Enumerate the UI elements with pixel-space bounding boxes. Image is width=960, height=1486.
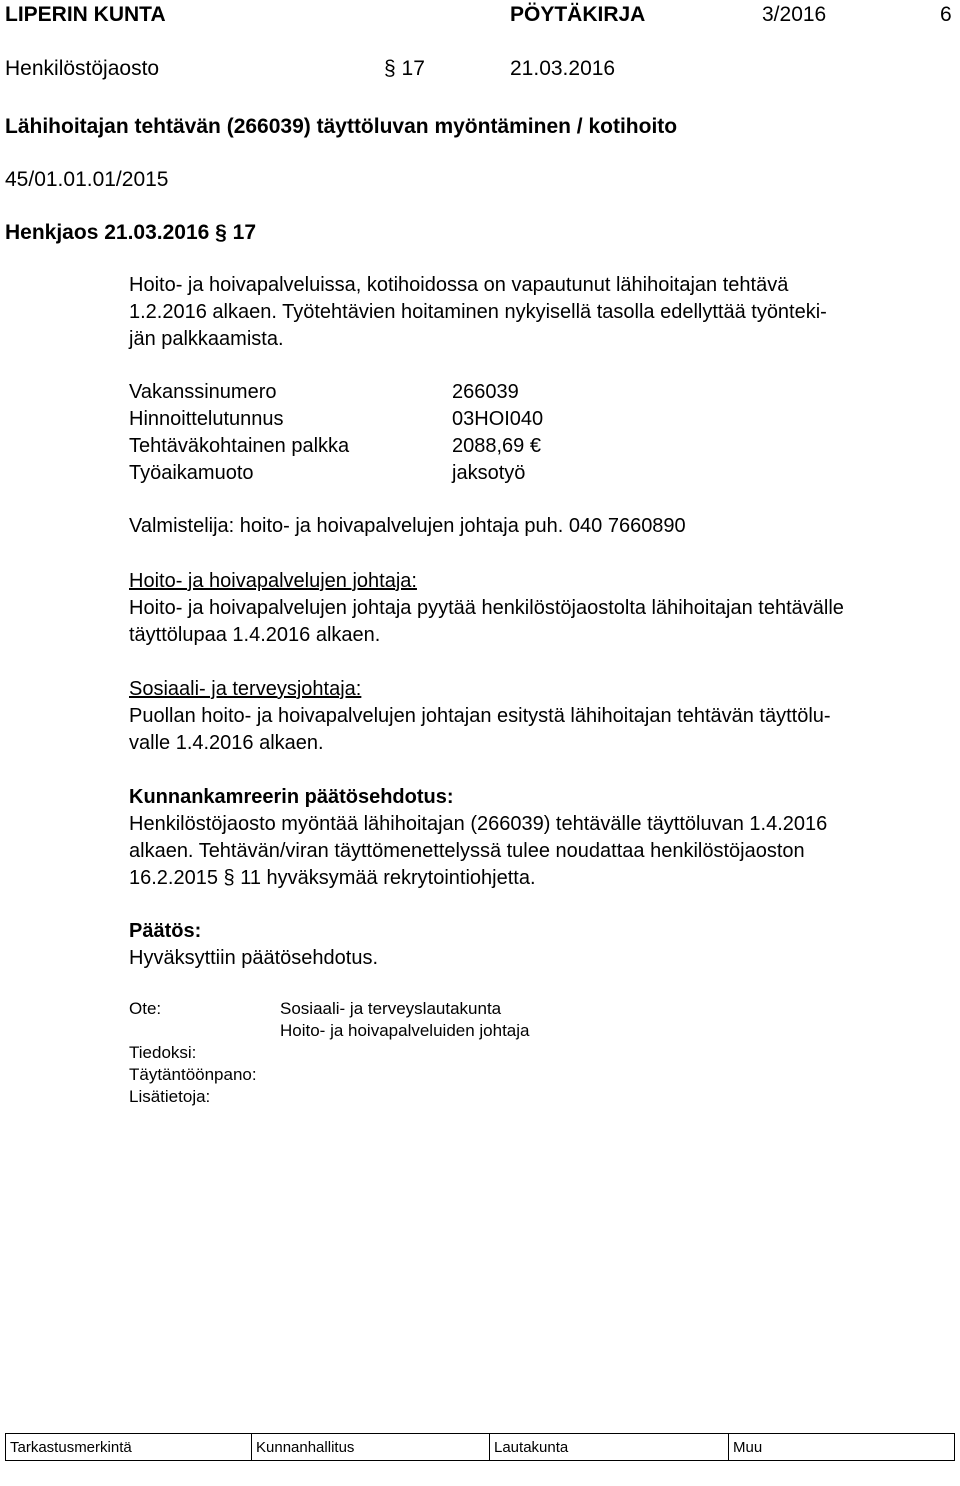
detail-value: 2088,69 € bbox=[452, 435, 541, 457]
ote-recipient: Sosiaali- ja terveyslautakunta bbox=[280, 999, 502, 1018]
footer-cell: Tarkastusmerkintä bbox=[6, 1434, 252, 1461]
meeting-reference: Henkjaos 21.03.2016 § 17 bbox=[5, 221, 257, 244]
director-text: Hoito- ja hoivapalvelujen johtaja pyytää henkilöstöjaostolta lähihoitajan tehtävälle bbox=[129, 597, 844, 619]
proposal-text: Henkilöstöjaosto myöntää lähihoitajan (266039) tehtävälle täyttöluvan 1.4.2016 bbox=[129, 813, 828, 835]
tiedoksi-label: Tiedoksi: bbox=[129, 1043, 197, 1062]
detail-label: Työaikamuoto bbox=[129, 462, 254, 484]
document-number: 3/2016 bbox=[762, 3, 827, 26]
detail-value: 03HOI040 bbox=[452, 408, 544, 430]
proposal-heading: Kunnankamreerin päätösehdotus: bbox=[129, 786, 454, 808]
detail-label: Hinnoittelutunnus bbox=[129, 408, 284, 430]
ote-recipient: Hoito- ja hoivapalveluiden johtaja bbox=[280, 1021, 530, 1040]
preparer-line: Valmistelija: hoito- ja hoivapalvelujen johtaja puh. 040 7660890 bbox=[129, 515, 686, 537]
inspection-footer-table bbox=[5, 1433, 955, 1461]
document-type: PÖYTÄKIRJA bbox=[510, 3, 646, 26]
committee-name: Henkilöstöjaosto bbox=[5, 57, 160, 80]
page-number: 6 bbox=[940, 3, 952, 26]
proposal-text: 16.2.2015 § 11 hyväksymää rekrytointiohjetta. bbox=[129, 867, 536, 889]
intro-line: jän palkkaamista. bbox=[129, 328, 284, 350]
social-director-heading: Sosiaali- ja terveysjohtaja: bbox=[129, 678, 362, 700]
footer-cell: Lautakunta bbox=[490, 1434, 729, 1461]
director-heading: Hoito- ja hoivapalvelujen johtaja: bbox=[129, 570, 417, 592]
meeting-date: 21.03.2016 bbox=[510, 57, 616, 80]
municipality-name: LIPERIN KUNTA bbox=[5, 3, 166, 26]
footer-cell: Kunnanhallitus bbox=[252, 1434, 490, 1461]
taytantoonpano-label: Täytäntöönpano: bbox=[129, 1065, 257, 1084]
detail-value: 266039 bbox=[452, 381, 519, 403]
section-number: § 17 bbox=[384, 57, 425, 80]
record-id: 45/01.01.01/2015 bbox=[5, 168, 169, 191]
detail-label: Tehtäväkohtainen palkka bbox=[129, 435, 350, 457]
footer-cell: Muu bbox=[729, 1434, 955, 1461]
decision-text: Hyväksyttiin päätösehdotus. bbox=[129, 947, 379, 969]
intro-line: Hoito- ja hoivapalveluissa, kotihoidossa on vapautunut lähihoitajan tehtävä bbox=[129, 274, 789, 296]
detail-value: jaksotyö bbox=[452, 462, 526, 484]
director-text: täyttölupaa 1.4.2016 alkaen. bbox=[129, 624, 381, 646]
social-director-text: Puollan hoito- ja hoivapalvelujen johtajan esitystä lähihoitajan tehtävän täyttölu- bbox=[129, 705, 831, 727]
social-director-text: valle 1.4.2016 alkaen. bbox=[129, 732, 324, 754]
page-title: Lähihoitajan tehtävän (266039) täyttöluvan myöntäminen / kotihoito bbox=[5, 115, 678, 138]
intro-line: 1.2.2016 alkaen. Työtehtävien hoitaminen nykyisellä tasolla edellyttää työnteki- bbox=[129, 301, 827, 323]
proposal-text: alkaen. Tehtävän/viran täyttömenettelyssä tulee noudattaa henkilöstöjaoston bbox=[129, 840, 805, 862]
lisatietoja-label: Lisätietoja: bbox=[129, 1087, 211, 1106]
ote-label: Ote: bbox=[129, 999, 162, 1018]
detail-label: Vakanssinumero bbox=[129, 381, 277, 403]
decision-heading: Päätös: bbox=[129, 920, 202, 942]
